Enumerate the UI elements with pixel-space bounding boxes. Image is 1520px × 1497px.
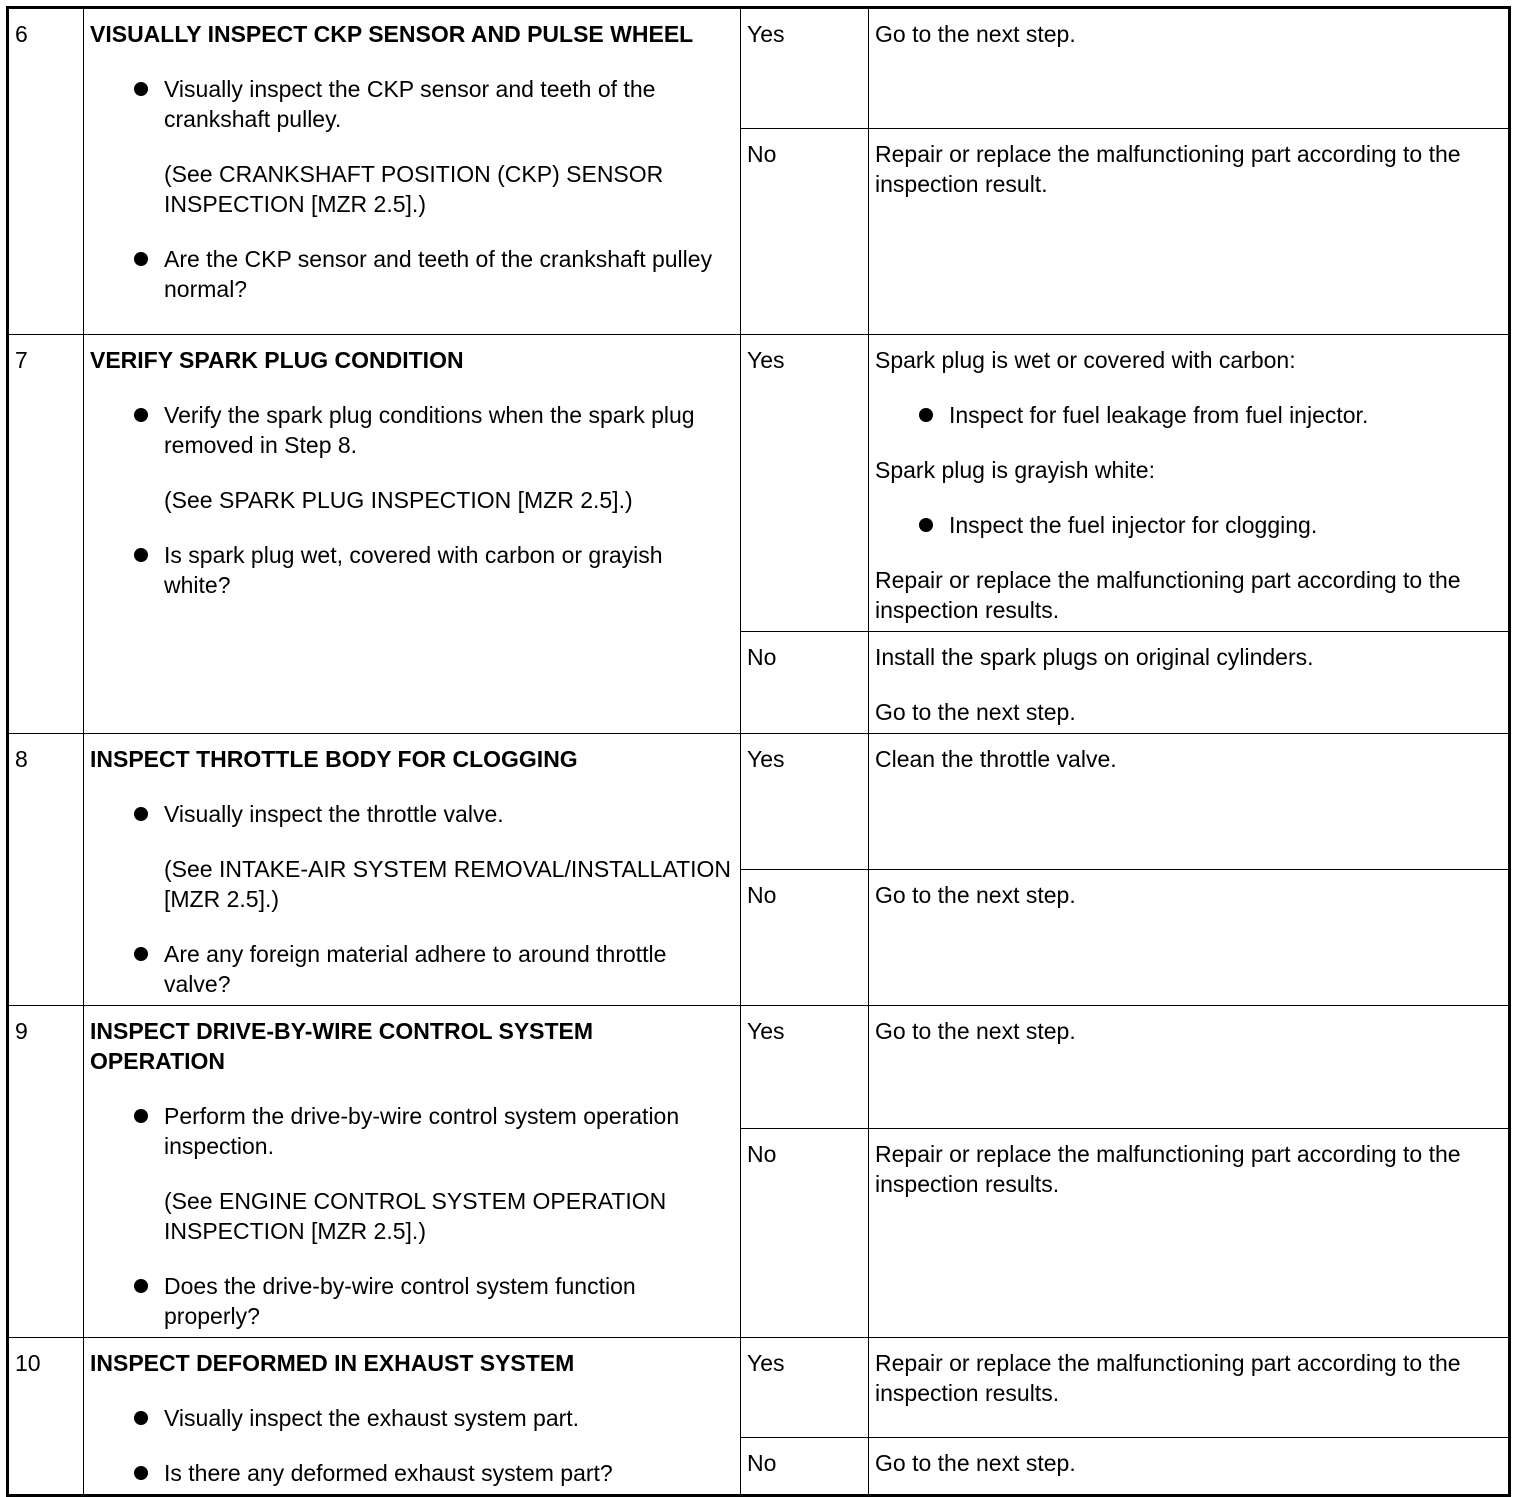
bullet-text: Perform the drive-by-wire control system operation inspection. [164,1103,680,1159]
answer-no: No [741,870,869,1006]
action-text: Go to the next step. [875,1018,1076,1044]
action-text: Repair or replace the malfunctioning part according to the inspection result. [875,141,1461,197]
reference-note: (See INTAKE-AIR SYSTEM REMOVAL/INSTALLATION [MZR 2.5].) [164,856,732,912]
action-yes [869,734,1510,870]
answer-yes: Yes [741,1006,869,1129]
inspection-list [90,540,734,600]
step-inspection-cell [84,1338,741,1496]
inspection-bullet [90,1403,734,1433]
step-title: INSPECT DRIVE-BY-WIRE CONTROL SYSTEM OPERATION [90,1018,594,1074]
step-number: 10 [8,1338,84,1496]
bullet-text: Visually inspect the exhaust system part. [164,1405,580,1431]
step-title: INSPECT DEFORMED IN EXHAUST SYSTEM [90,1350,575,1376]
step-inspection-cell [84,8,741,335]
answer-no: No [741,632,869,734]
step-title: VERIFY SPARK PLUG CONDITION [90,347,464,373]
step-8-yes-row [8,734,1510,870]
inspection-bullet [90,74,734,134]
inspection-list [90,244,734,304]
action-list [875,510,1502,540]
diagnostic-procedure-table [6,6,1511,1497]
inspection-list [90,1101,734,1161]
inspection-bullet [90,540,734,600]
condition-text: Spark plug is wet or covered with carbon: [875,347,1296,373]
action-no [869,632,1510,734]
step-title: INSPECT THROTTLE BODY FOR CLOGGING [90,746,578,772]
action-list [875,400,1502,430]
step-number: 7 [8,335,84,734]
reference-note: (See SPARK PLUG INSPECTION [MZR 2.5].) [164,487,633,513]
step-inspection-cell [84,335,741,734]
answer-yes: Yes [741,1338,869,1438]
action-yes [869,1338,1510,1438]
answer-no: No [741,129,869,335]
inspection-list [90,939,734,999]
inspection-list [90,74,734,134]
step-10-yes-row [8,1338,1510,1438]
inspection-bullet [90,799,734,829]
step-number: 8 [8,734,84,1006]
action-yes [869,8,1510,129]
answer-yes: Yes [741,734,869,870]
inspection-bullet [90,244,734,304]
inspection-list [90,400,734,460]
inspection-list [90,1271,734,1331]
bullet-text: Visually inspect the throttle valve. [164,801,504,827]
inspection-bullet [90,1271,734,1331]
answer-no: No [741,1437,869,1495]
step-inspection-cell [84,1006,741,1338]
inspection-bullet [90,939,734,999]
answer-yes: Yes [741,8,869,129]
action-yes [869,335,1510,632]
question-text: Are any foreign material adhere to around throttle valve? [164,941,667,997]
answer-no: No [741,1128,869,1337]
question-text: Is there any deformed exhaust system part? [164,1460,613,1486]
action-text: Repair or replace the malfunctioning part according to the inspection results. [875,1140,1461,1197]
action-yes [869,1006,1510,1129]
inspection-bullet [90,400,734,460]
inspection-list [90,799,734,829]
bullet-text: Verify the spark plug conditions when the spark plug removed in Step 8. [164,402,695,458]
action-text: Repair or replace the malfunctioning part according to the inspection results. [875,1350,1461,1406]
answer-yes: Yes [741,335,869,632]
reference-note: (See CRANKSHAFT POSITION (CKP) SENSOR INSPECTION [MZR 2.5].) [164,161,664,217]
step-9-yes-row [8,1006,1510,1129]
step-6-yes-row [8,8,1510,129]
action-text: Go to the next step. [875,1449,1076,1476]
action-text: Clean the throttle valve. [875,746,1117,772]
action-text: Install the spark plugs on original cylinders. [875,644,1314,670]
action-text: Go to the next step. [875,882,1076,908]
step-number: 9 [8,1006,84,1338]
question-text: Are the CKP sensor and teeth of the crankshaft pulley normal? [164,246,713,302]
step-7-yes-row [8,335,1510,632]
action-text: Go to the next step. [875,21,1076,47]
inspection-bullet [90,1101,734,1161]
step-inspection-cell [84,734,741,1006]
condition-text: Spark plug is grayish white: [875,457,1155,483]
inspection-list [90,1403,734,1488]
action-text: Repair or replace the malfunctioning part according to the inspection results. [875,567,1461,623]
action-no [869,1128,1510,1337]
question-text: Is spark plug wet, covered with carbon or grayish white? [164,542,663,598]
action-text: Go to the next step. [875,699,1076,725]
action-bullet: Inspect for fuel leakage from fuel injector. [875,400,1502,430]
action-bullet: Inspect the fuel injector for clogging. [875,510,1502,540]
step-number: 6 [8,8,84,335]
step-title: VISUALLY INSPECT CKP SENSOR AND PULSE WHEEL [90,21,694,47]
action-no [869,870,1510,1006]
inspection-bullet [90,1458,734,1488]
action-no [869,1437,1510,1495]
bullet-text: Visually inspect the CKP sensor and teeth of the crankshaft pulley. [164,76,656,132]
action-no [869,129,1510,335]
reference-note: (See ENGINE CONTROL SYSTEM OPERATION INSPECTION [MZR 2.5].) [164,1188,667,1244]
question-text: Does the drive-by-wire control system function properly? [164,1273,636,1329]
